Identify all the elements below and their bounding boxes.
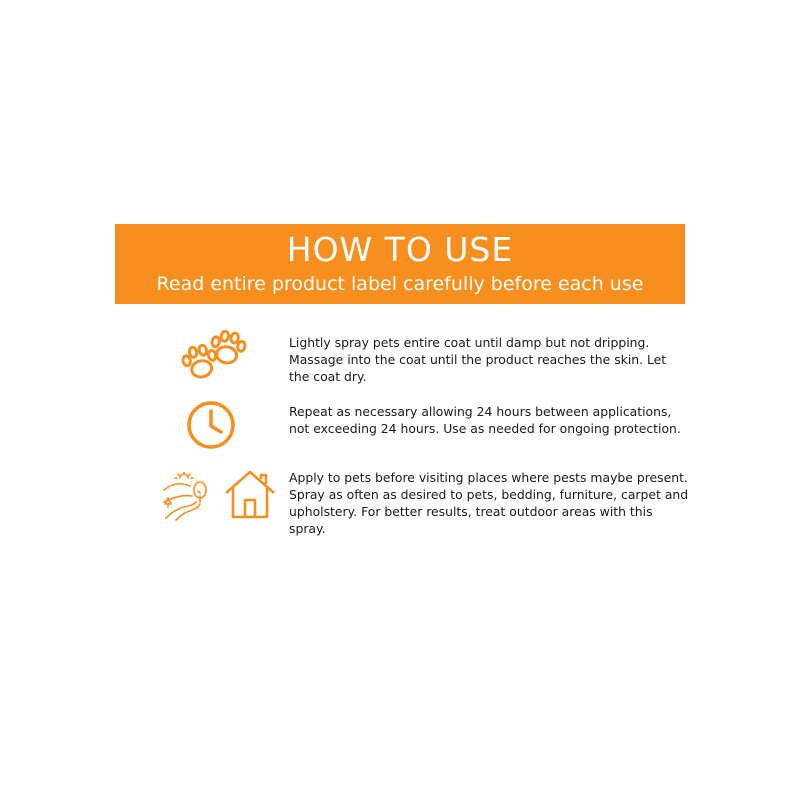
banner-subtitle: Read entire product label carefully before each use bbox=[156, 273, 644, 295]
outdoor-landscape-icon bbox=[162, 472, 212, 522]
step-text-1: Lightly spray pets entire coat until damp but not dripping. Massage into the coat until the product reaches the skin. Let the coat dry. bbox=[289, 335, 667, 384]
clock-icon bbox=[186, 400, 236, 450]
paw-prints-icon bbox=[178, 325, 248, 383]
banner-title: HOW TO USE bbox=[286, 230, 514, 269]
house-icon bbox=[224, 469, 276, 519]
step-text-2: Repeat as necessary allowing 24 hours between applications, not exceeding 24 hours. Use as needed for ongoing protection. bbox=[289, 404, 681, 436]
step-text-3: Apply to pets before visiting places where pests maybe present. Spray as often as desired to pets, bedding, furniture, carpet and upholstery. For better results, treat outdoor areas with this spray. bbox=[289, 470, 689, 536]
how-to-use-banner bbox=[115, 224, 685, 304]
